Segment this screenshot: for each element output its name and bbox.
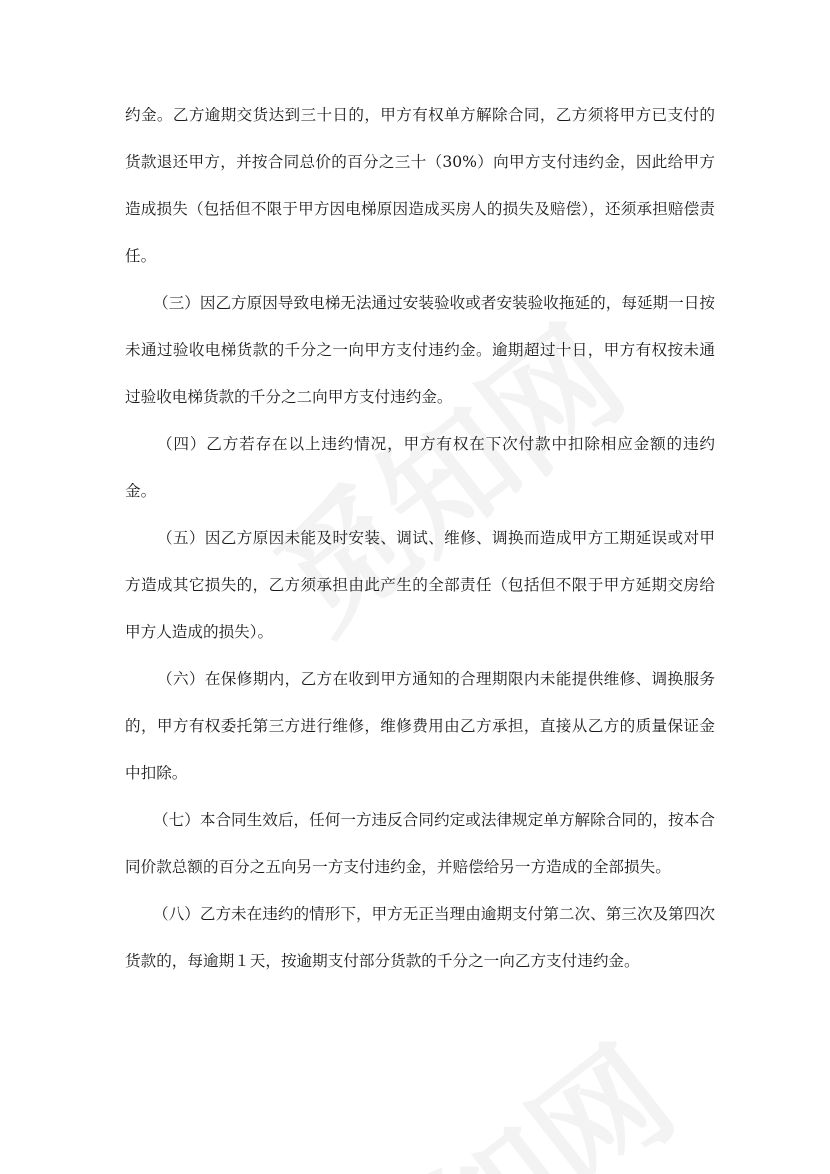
paragraph-5: （五）因乙方原因未能及时安装、调试、维修、调换而造成甲方工期延误或对甲方造成其它损失的，乙方须承担由此产生的全部责任（包括但不限于甲方延期交房给甲方人造成的损失）。: [125, 529, 715, 641]
watermark-lower: [250, 959, 750, 1174]
paragraph-continued: 约金。乙方逾期交货达到三十日的，甲方有权单方解除合同，乙方须将甲方已支付的货款退还甲方，并按合同总价的百分之三十（30%）向甲方支付违约金，因此给甲方造成损失（包括但不限于甲方因电梯原因造成买房人的损失及赔偿），还须承担赔偿责任。: [125, 106, 715, 265]
paragraph-7: （七）本合同生效后，任何一方违反合同约定或法律规定单方解除合同的，按本合同价款总额的百分之五向另一方支付违约金，并赔偿给另一方造成的全部损失。: [125, 811, 715, 876]
paragraph-4: （四）乙方若存在以上违约情况，甲方有权在下次付款中扣除相应金额的违约金。: [125, 435, 715, 500]
paragraph-3: （三）因乙方原因导致电梯无法通过安装验收或者安装验收拖延的，每延期一日按未通过验收电梯货款的千分之一向甲方支付违约金。逾期超过十日，甲方有权按未通过验收电梯货款的千分之二向甲方支付违约金。: [125, 294, 715, 406]
paragraph-6: （六）在保修期内，乙方在收到甲方通知的合理期限内未能提供维修、调换服务的，甲方有权委托第三方进行维修，维修费用由乙方承担，直接从乙方的质量保证金中扣除。: [125, 670, 715, 782]
document-body: [125, 92, 715, 985]
paragraph-8: （八）乙方未在违约的情形下，甲方无正当理由逾期支付第二次、第三次及第四次货款的，每逾期１天，按逾期支付部分货款的千分之一向乙方支付违约金。: [125, 905, 715, 970]
